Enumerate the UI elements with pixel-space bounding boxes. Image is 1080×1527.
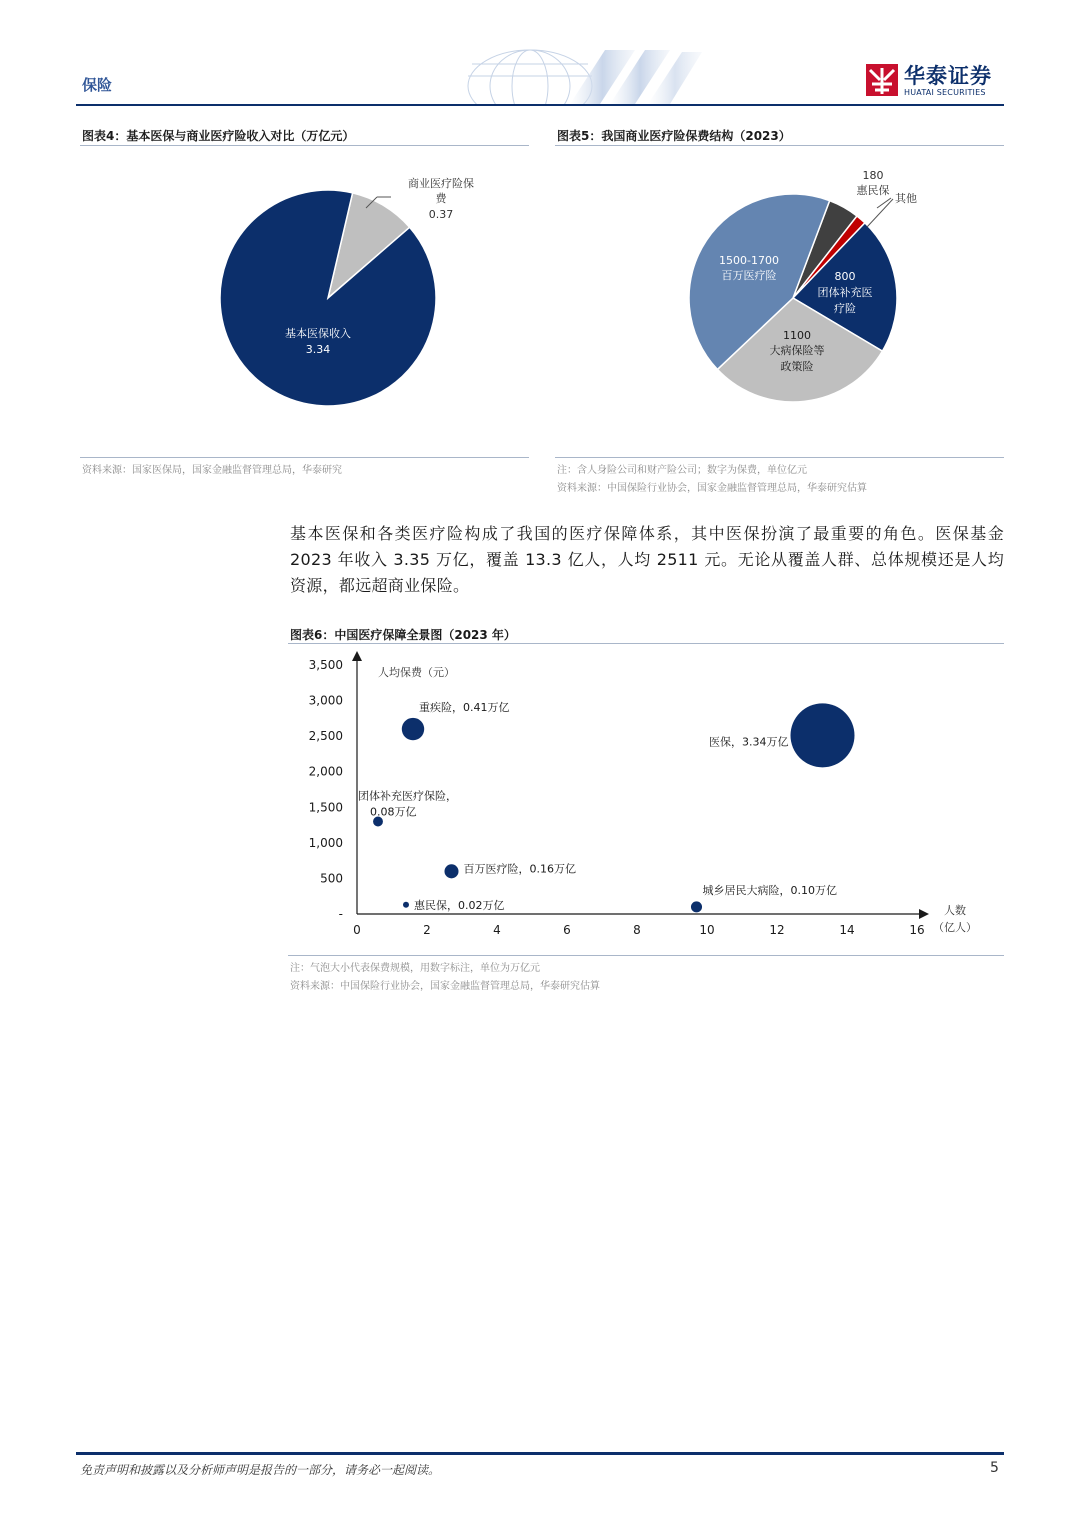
figure-6-title: 图表6：中国医疗保障全景图（2023 年）: [290, 628, 516, 642]
header-rule: [76, 104, 1004, 106]
bubble-label: 城乡居民大病险，0.10万亿: [702, 883, 837, 897]
y-tick-label: 2,500: [308, 729, 343, 744]
brand-name-cn: 华泰证券: [904, 64, 992, 88]
critical-label-line2: 政策险: [780, 360, 814, 373]
figure-4-source: 资料来源：国家医保局，国家金融监督管理总局，华泰研究: [82, 465, 342, 476]
footer-rule: [76, 1452, 1004, 1455]
x-tick-label: 12: [769, 923, 785, 937]
figure-5-source: 资料来源：中国保险行业协会，国家金融监督管理总局，华泰研究估算: [557, 483, 867, 494]
x-tick-label: 0: [353, 923, 361, 937]
x-tick-label: 10: [699, 923, 715, 937]
x-tick-label: 14: [839, 923, 855, 937]
bubble-label: 百万医疗险，0.16万亿: [463, 862, 576, 876]
page-number: 5: [990, 1460, 999, 1476]
huiminbao-label-name: 惠民保: [856, 184, 890, 197]
x-tick-label: 16: [909, 923, 925, 937]
other-leader-line: [867, 199, 893, 227]
group-label-line2: 疗险: [834, 302, 856, 315]
figure-4-bottom-rule: [80, 457, 529, 458]
figure-5-note: 注：含人身险公司和财产险公司；数字为保费，单位亿元: [557, 465, 807, 476]
logo-mark-icon: [866, 62, 898, 96]
x-tick-label: 6: [563, 923, 571, 937]
figure-5-pie-chart: [555, 150, 1004, 450]
y-tick-label: 1,500: [308, 800, 343, 815]
y-tick-label: 3,000: [308, 693, 343, 708]
x-axis-arrow: [919, 909, 929, 919]
bubble-point: [691, 901, 702, 912]
y-axis-title: 人均保费（元）: [378, 666, 455, 679]
bubble-point: [403, 902, 409, 908]
y-tick-label: 500: [320, 871, 343, 886]
figure-6-note: 注：气泡大小代表保费规模，用数字标注，单位为万亿元: [290, 963, 540, 974]
figure-5-title: 图表5：我国商业医疗险保费结构（2023）: [557, 129, 791, 143]
x-tick-label: 2: [423, 923, 431, 937]
figure-6-title-rule: [288, 643, 1004, 644]
bubble-point: [791, 703, 855, 767]
body-paragraph: 基本医保和各类医疗险构成了我国的医疗保障体系，其中医保扮演了最重要的角色。医保基金 2023 年收入 3.35 万亿，覆盖 13.3 亿人，人均 2511 元。无论从覆盖人群、总体规模还是人均资源，都远超商业保险。: [290, 524, 1004, 595]
other-label-name: 其他: [895, 192, 917, 205]
bubble-label: 重疾险，0.41万亿: [419, 701, 510, 715]
brand-logo: [866, 62, 1006, 102]
bubble-label: 团体补充医疗保险，: [358, 789, 457, 803]
y-tick-label: 3,500: [308, 658, 343, 672]
x-axis-title-line2: （亿人）: [933, 921, 977, 934]
figure-4-pie-chart: [80, 150, 529, 450]
commercial-label-line1: 商业医疗险保: [408, 177, 474, 190]
y-tick-label: 1,000: [308, 835, 343, 850]
basic-label-value: 3.34: [305, 343, 331, 356]
million-label-name: 百万医疗险: [721, 269, 777, 282]
bubble-label: 医保，3.34万亿: [709, 735, 789, 749]
group-label-value: 800: [834, 270, 856, 283]
huiminbao-label-value: 180: [862, 169, 884, 182]
commercial-label-line2: 费: [435, 192, 447, 205]
y-tick-label: -: [338, 907, 343, 921]
figure-6-source: 资料来源：中国保险行业协会，国家金融监督管理总局，华泰研究估算: [290, 981, 600, 992]
figure-5-title-rule: [555, 145, 1004, 146]
figure-4-title: 图表4：基本医保与商业医疗险收入对比（万亿元）: [82, 129, 355, 143]
critical-label-value: 1100: [783, 329, 811, 342]
section-title: 保险: [82, 76, 113, 94]
commercial-label-value: 0.37: [428, 208, 454, 221]
figure-6-bottom-rule: [288, 955, 1004, 956]
basic-label-name: 基本医保收入: [285, 327, 351, 340]
footer-disclaimer: 免责声明和披露以及分析师声明是报告的一部分，请务必一起阅读。: [80, 1463, 441, 1477]
figure-5-bottom-rule: [555, 457, 1004, 458]
bubble-label: 0.08万亿: [370, 805, 417, 819]
header-globe-decoration: [420, 42, 710, 104]
bubble-point: [444, 864, 458, 878]
bubble-label: 惠民保，0.02万亿: [414, 898, 505, 912]
brand-name-en: HUATAI SECURITIES: [904, 88, 986, 97]
bubble-point: [402, 718, 424, 740]
x-tick-label: 8: [633, 923, 641, 937]
x-axis-title-line1: 人数: [944, 904, 966, 917]
figure-4-title-rule: [80, 145, 529, 146]
figure-6-bubble-chart: [288, 648, 1004, 948]
million-label-value: 1500-1700: [719, 254, 779, 267]
group-label-line1: 团体补充医: [817, 286, 873, 299]
critical-label-line1: 大病保险等: [769, 344, 825, 357]
y-axis-arrow: [352, 651, 362, 661]
x-tick-label: 4: [493, 923, 501, 937]
y-tick-label: 2,000: [308, 764, 343, 779]
